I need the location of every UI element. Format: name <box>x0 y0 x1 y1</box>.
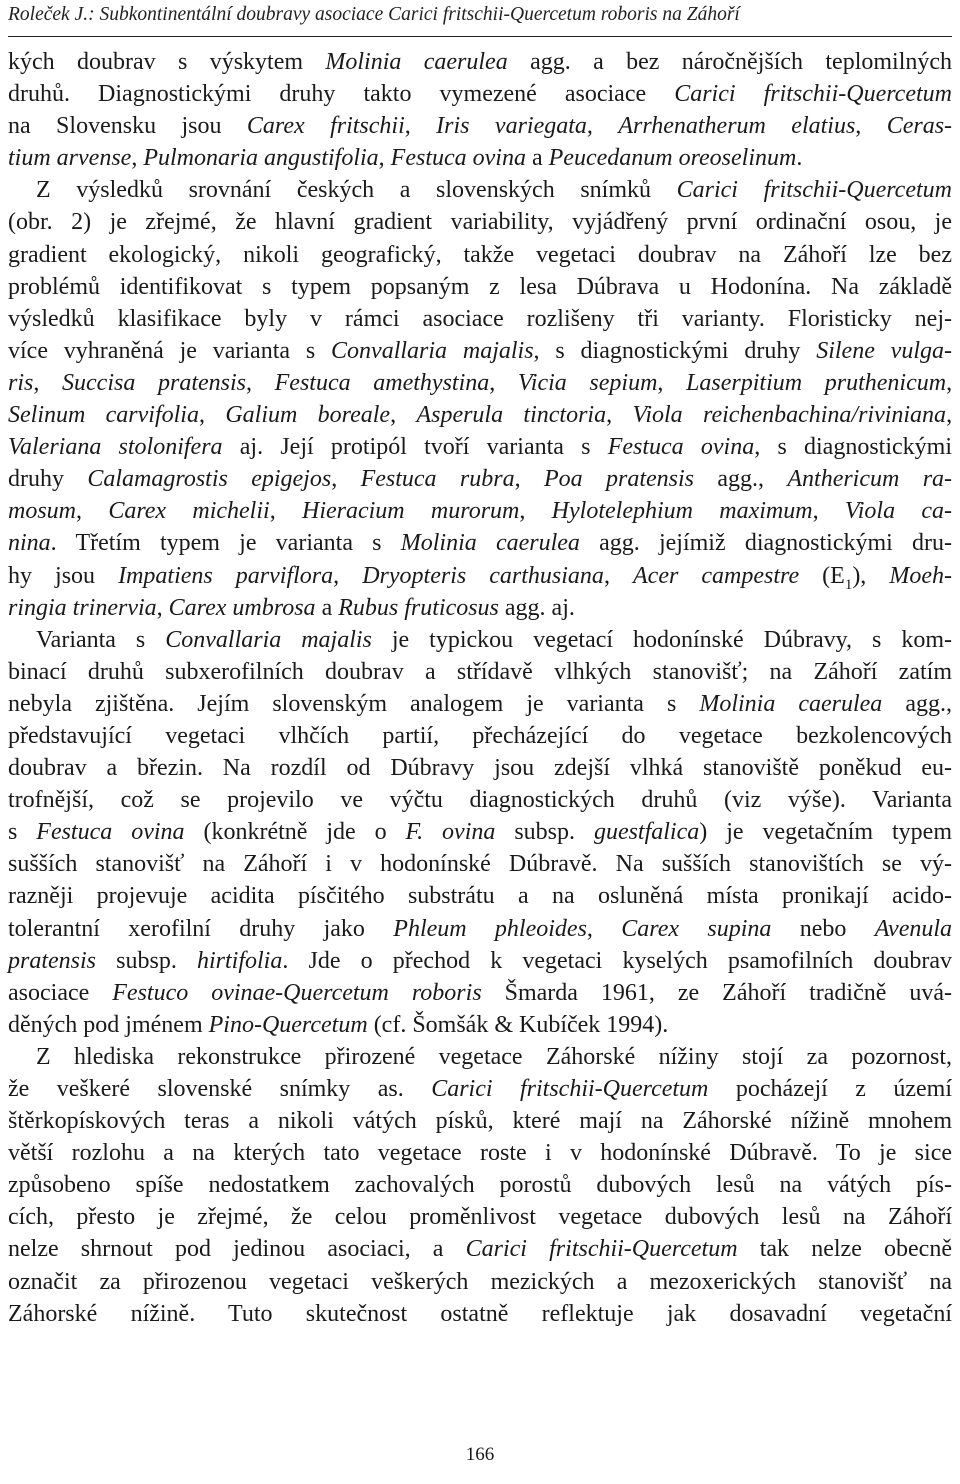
text-run: Varianta s <box>36 626 166 653</box>
text-run: (obr. 2) je zřejmé, že hlavní gradient variability, vyjádřený první ordinační osou, je <box>8 209 952 236</box>
italic-taxon: Avenula <box>874 915 953 942</box>
text-run: tak nelze obecně <box>737 1236 952 1263</box>
text-run: agg., <box>882 690 952 717</box>
italic-taxon: Festuca ovina <box>607 434 755 461</box>
text-line <box>8 560 952 592</box>
text-line <box>8 1009 952 1041</box>
text-run: razněji projevuje acidita písčitého substrátu a na osluněná místa pronikají acido- <box>8 883 952 910</box>
text-line <box>8 816 952 848</box>
text-run: agg., <box>693 466 788 493</box>
italic-taxon: pratensis <box>8 947 97 974</box>
text-run: , <box>378 145 391 172</box>
italic-taxon: Carici fritschii-Quercetum <box>431 1076 709 1102</box>
italic-taxon: Carex michelii <box>108 498 270 525</box>
text-run: aj. Její protipól tvoří varianta s <box>222 434 608 461</box>
text-line <box>8 271 952 303</box>
italic-taxon: tium arvense <box>8 145 132 172</box>
italic-taxon: Molinia caerulea <box>325 49 508 75</box>
italic-taxon: Festuca amethystina <box>274 369 490 396</box>
text-run: na Slovensku jsou <box>8 113 247 140</box>
text-run: a <box>525 145 549 172</box>
text-run: , <box>946 402 953 429</box>
text-run: . Třetím typem je varianta s <box>50 530 401 557</box>
text-run: , <box>489 369 518 396</box>
text-line <box>8 688 952 720</box>
text-line <box>8 142 952 174</box>
text-line <box>8 1298 952 1330</box>
italic-taxon: guestfalica <box>593 819 700 846</box>
italic-taxon: Phleum phleoides <box>393 915 587 942</box>
italic-taxon: nina <box>8 530 51 557</box>
text-line <box>8 46 952 78</box>
italic-taxon: Iris variegata <box>436 113 587 140</box>
italic-taxon: Carex supina <box>621 915 772 942</box>
text-run: asociace <box>8 979 113 1006</box>
text-line <box>8 720 952 752</box>
italic-taxon: Ceras- <box>886 113 953 140</box>
text-line <box>8 913 952 945</box>
italic-taxon: Acer campestre <box>633 562 800 589</box>
text-run: označit za přirozenou vegetaci veškerých mezických a mezoxerických stanovišť na <box>8 1268 952 1295</box>
text-run: druhy <box>8 466 88 493</box>
text-run: a <box>315 594 339 621</box>
text-run: agg. jejímiž diagnostickými dru- <box>579 530 953 557</box>
text-line <box>8 495 952 527</box>
text-line <box>8 1073 952 1105</box>
italic-taxon: Poa pratensis <box>543 466 694 493</box>
text-line <box>8 1041 952 1073</box>
text-run: tolerantní xerofilní druhy jako <box>8 915 394 942</box>
text-run: kých doubrav s výskytem <box>8 49 326 75</box>
text-line <box>8 1105 952 1137</box>
text-run: agg. aj. <box>498 594 575 621</box>
text-run: , s diagnostickými <box>754 434 952 461</box>
text-line <box>8 1233 952 1265</box>
text-line <box>8 335 952 367</box>
text-run: (cf. Šomšák & Kubíček 1994). <box>367 1011 669 1038</box>
text-run: hy jsou <box>8 562 119 589</box>
text-run: subsp. <box>96 947 197 974</box>
body-text <box>8 46 952 1330</box>
italic-taxon: Viola reichenbachina/riviniana <box>632 402 947 429</box>
text-line <box>8 367 952 399</box>
running-head: Roleček J.: Subkontinentální doubravy asociace Carici fritschii-Quercetum roboris na Záhoří <box>8 4 740 25</box>
text-run: , <box>245 369 275 396</box>
text-run: že veškeré slovenské snímky as. <box>8 1076 432 1102</box>
text-line <box>8 848 952 880</box>
italic-taxon: Carici fritschii-Quercetum <box>465 1236 738 1263</box>
text-line <box>8 945 952 977</box>
text-run: trofnější, což se projevilo ve výčtu diagnostických druhů (viz výše). Varianta <box>8 787 952 814</box>
text-run: cích, přesto je zřejmé, že celou proměnlivost vegetace dubových lesů na Záhoří <box>8 1204 952 1231</box>
italic-taxon: Asperula tinctoria <box>416 402 607 429</box>
text-run: , <box>946 369 953 396</box>
text-line <box>8 239 952 271</box>
text-run: s <box>8 819 37 846</box>
text-line <box>8 527 952 559</box>
text-run: pocházejí z území <box>708 1076 952 1102</box>
italic-taxon: Pulmonaria angustifolia <box>143 145 379 172</box>
italic-taxon: Moeh- <box>889 562 952 589</box>
text-run: , <box>855 113 887 140</box>
text-run: větší rozlohu a na kterých tato vegetace roste i v hodonínské Dúbravě. To je sice <box>8 1140 952 1167</box>
italic-taxon: Vicia sepium <box>517 369 658 396</box>
italic-taxon: Pino-Quercetum <box>208 1011 368 1038</box>
text-run: nebo <box>771 915 875 942</box>
text-run: způsobeno spíše nedostatkem zachovalých porostů dubových lesů na vátých pís- <box>8 1172 952 1199</box>
text-run: děných pod jménem <box>8 1011 209 1038</box>
text-line <box>8 78 952 110</box>
text-run: , <box>603 562 633 589</box>
text-line <box>8 174 952 206</box>
text-run: , <box>586 915 622 942</box>
italic-taxon: Galium boreale <box>225 402 391 429</box>
text-run: doubrav a březin. Na rozdíl od Dúbravy jsou zdejší vlhká stanoviště poněkud eu- <box>8 755 952 782</box>
text-run: , <box>156 594 169 621</box>
text-run: druhů. Diagnostickými druhy takto vymezené asociace <box>8 81 675 108</box>
text-run: ) je vegetačním typem <box>699 819 952 846</box>
text-run: Z hlediska rekonstrukce přirozené vegetace Záhorské nížiny stojí za pozornost, <box>36 1043 952 1070</box>
text-run: , <box>269 498 302 525</box>
italic-taxon: Hylotelephium maximum <box>551 498 813 525</box>
italic-taxon: Silene vulga- <box>816 337 952 364</box>
text-run: Z výsledků srovnání českých a slovenských snímků <box>36 177 677 204</box>
italic-taxon: Carex fritschii <box>246 113 405 140</box>
text-run: , <box>331 466 361 493</box>
text-run: subsp. <box>495 819 594 846</box>
italic-taxon: Selinum carvifolia <box>8 402 199 429</box>
text-line <box>8 463 952 495</box>
italic-taxon: Festuca rubra <box>360 466 515 493</box>
italic-taxon: ris <box>8 369 34 396</box>
text-line <box>8 752 952 784</box>
subscript: 1 <box>844 576 853 593</box>
italic-taxon: F. ovina <box>405 819 496 846</box>
italic-taxon: Festuca ovina <box>36 819 185 846</box>
italic-taxon: Carici fritschii-Quercetum <box>674 81 952 108</box>
text-line <box>8 431 952 463</box>
text-run: , <box>519 498 552 525</box>
italic-taxon: Succisa pratensis <box>62 369 246 396</box>
text-run: gradient ekologický, nikoli geografický, takže vegetaci doubrav na Záhoří lze bez <box>8 241 952 268</box>
text-line <box>8 656 952 688</box>
text-run: výsledků klasifikace byly v rámci asociace rozlišeny tři varianty. Floristicky nej- <box>8 305 952 332</box>
text-line <box>8 784 952 816</box>
text-run: , <box>404 113 437 140</box>
text-run: představující vegetaci vlhčích partií, přecházející do vegetace bezkolencových <box>8 722 952 749</box>
italic-taxon: Peucedanum oreoselinum <box>548 145 797 172</box>
text-run: sušších stanovišť na Záhoří i v hodonínské Dúbravě. Na sušších stanovištích se vý- <box>8 851 952 878</box>
italic-taxon: Carex umbrosa <box>168 594 316 621</box>
text-run: , <box>131 145 144 172</box>
text-line <box>8 1266 952 1298</box>
italic-taxon: Festuco ovinae-Quercetum roboris <box>112 979 482 1006</box>
text-run: . <box>796 145 803 172</box>
italic-taxon: mosum <box>8 498 77 525</box>
text-run: , <box>33 369 63 396</box>
italic-taxon: Molinia caerulea <box>400 530 580 557</box>
text-run: , <box>333 562 363 589</box>
text-line <box>8 977 952 1009</box>
text-run: , <box>812 498 845 525</box>
text-line <box>8 880 952 912</box>
text-line <box>8 1169 952 1201</box>
italic-taxon: Anthericum ra- <box>787 466 953 493</box>
text-run: , <box>76 498 109 525</box>
text-run: více vyhraněná je varianta s <box>8 337 332 364</box>
text-run: nebyla zjištěna. Jejím slovenským analogem je varianta s <box>8 690 700 717</box>
italic-taxon: Rubus fruticosus <box>338 594 499 621</box>
italic-taxon: Convallaria majalis <box>331 337 534 364</box>
italic-taxon: Impatiens parviflora <box>118 562 334 589</box>
text-run: (konkrétně jde o <box>184 819 406 846</box>
text-run: Šmarda 1961, ze Záhoří tradičně uvá- <box>481 979 952 1006</box>
text-line <box>8 110 952 142</box>
italic-taxon: Calamagrostis epigejos <box>87 466 332 493</box>
italic-taxon: Viola ca- <box>844 498 953 525</box>
text-run: , <box>390 402 417 429</box>
italic-taxon: hirtifolia <box>196 947 283 974</box>
text-run: . Jde o přechod k vegetaci kyselých psamofilních doubrav <box>282 947 952 974</box>
italic-taxon: Festuca ovina <box>390 145 526 172</box>
text-run: Záhorské nížině. Tuto skutečnost ostatně reflektuje jak dosavadní vegetační <box>8 1300 952 1327</box>
italic-taxon: ringia trinervia <box>8 594 157 621</box>
italic-taxon: Molinia caerulea <box>699 690 883 717</box>
page-number: 166 <box>465 1444 495 1465</box>
text-run: nelze shrnout pod jedinou asociaci, a <box>8 1236 466 1263</box>
text-run: , <box>514 466 544 493</box>
text-run: štěrkopískových teras a nikoli vátých písků, které mají na Záhorské nížině mnohem <box>8 1108 952 1135</box>
text-line <box>8 592 952 624</box>
text-run: , <box>606 402 633 429</box>
text-line <box>8 303 952 335</box>
text-line <box>8 1201 952 1233</box>
italic-taxon: Hieracium murorum <box>301 498 520 525</box>
italic-taxon: Convallaria majalis <box>165 626 372 653</box>
text-run: je typickou vegetací hodonínské Dúbravy, s kom- <box>371 626 952 653</box>
italic-taxon: Carici fritschii-Quercetum <box>676 177 952 204</box>
text-run: (E <box>799 562 845 589</box>
text-line <box>8 624 952 656</box>
text-run: problémů identifikovat s typem popsaným z lesa Dúbrava u Hodonína. Na základě <box>8 273 952 300</box>
text-run: agg. a bez náročnějších teplomilných <box>507 49 953 75</box>
text-run: ), <box>852 562 890 589</box>
text-run: , s diagnostickými druhy <box>533 337 817 364</box>
italic-taxon: Dryopteris carthusiana <box>362 562 604 589</box>
text-line <box>8 1137 952 1169</box>
italic-taxon: Arrhenatherum elatius <box>618 113 856 140</box>
text-line <box>8 399 952 431</box>
text-run: binací druhů subxerofilních doubrav a střídavě vlhkých stanovišť; na Záhoří zatím <box>8 658 952 685</box>
text-run: , <box>657 369 687 396</box>
text-line <box>8 206 952 238</box>
italic-taxon: Valeriana stolonifera <box>8 434 223 461</box>
text-run: , <box>586 113 619 140</box>
text-run: , <box>198 402 226 429</box>
header-rule <box>8 36 952 37</box>
italic-taxon: Laserpitium pruthenicum <box>686 369 947 396</box>
